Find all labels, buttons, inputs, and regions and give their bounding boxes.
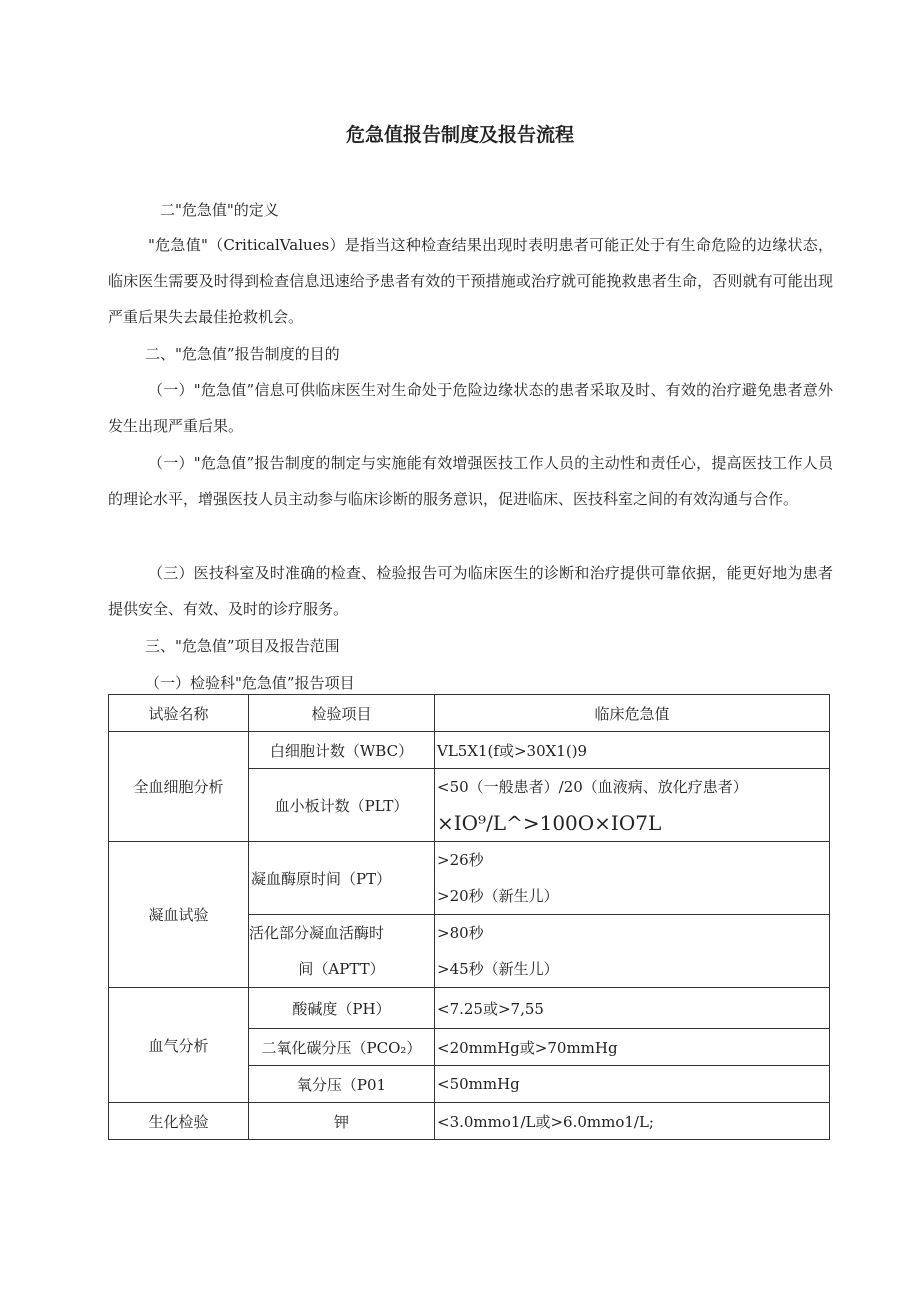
section1-heading: 二"危急值"的定义 [160,201,279,219]
value-plt-line-1: <50（一般患者）/20（血液病、放化疗患者） [437,778,748,796]
value-aptt [435,915,830,988]
table-row [109,732,830,769]
value-pco2: <20mmHg或>70mmHg [435,1029,830,1066]
value-aptt-line-1: >80秒 [437,924,484,942]
group-name-blood: 全血细胞分析 [109,732,249,842]
group-name-coag: 凝血试验 [109,842,249,988]
item-aptt-line-1: 活化部分凝血活酶时 [249,924,385,942]
item-aptt-line-2: 间（APTT） [298,960,385,978]
item-pt: 凝血酶原时间（PT） [249,842,435,915]
section3-heading: 三、"危急值”项目及报告范围 [145,637,340,655]
value-pt-line-2: >20秒（新生儿） [437,887,559,905]
value-wbc: VL5X1(f或>30X1()9 [435,732,830,769]
section2-paragraph-3: （三）医技科室及时准确的检查、检验报告可为临床医生的诊断和治疗提供可靠依据，能更好地为患者提供安全、有效、及时的诊疗服务。 [108,564,833,618]
value-pt [435,842,830,915]
item-ph: 酸碱度（PH） [249,988,435,1029]
value-aptt-line-2: >45秒（新生儿） [437,960,559,978]
section2-paragraph-1: （一）"危急值”信息可供临床医生对生命处于危险边缘状态的患者采取及时、有效的治疗避免患者意外发生出现严重后果。 [108,381,833,435]
item-plt: 血小板计数（PLT） [249,769,435,842]
item-potassium: 钾 [249,1103,435,1140]
value-ph: <7.25或>7,55 [435,988,830,1029]
table-row [109,1103,830,1140]
value-potassium: <3.0mmo1/L或>6.0mmo1/L; [435,1103,830,1140]
table-header-row [109,695,830,732]
section2-paragraph-2: （一）"危急值”报告制度的制定与实施能有效增强医技工作人员的主动性和责任心，提高医技工作人员的理论水平，增强医技人员主动参与临床诊断的服务意识，促进临床、医技科室之间的有效沟通与合作。 [108,454,833,508]
value-plt [435,769,830,842]
item-po2: 氧分压（P01 [249,1066,435,1103]
value-po2: <50mmHg [435,1066,830,1103]
header-test-name: 试验名称 [109,695,249,732]
value-pt-line-1: >26秒 [437,851,484,869]
group-name-gas: 血气分析 [109,988,249,1103]
item-pco2: 二氧化碳分压（PCO₂） [249,1029,435,1066]
document-title: 危急值报告制度及报告流程 [345,124,574,146]
section1-paragraph: "危急值"（CriticalValues）是指当这种检查结果出现时表明患者可能正处于有生命危险的边缘状态，临床医生需要及时得到检查信息迅速给予患者有效的干预措施或治疗就可能挽救患者生命，否则就有可能出现严重后果失去最佳抢救机会。 [108,236,833,326]
group-name-biochem: 生化检验 [109,1103,249,1140]
header-test-item: 检验项目 [249,695,435,732]
table-row [109,842,830,915]
section2-heading: 二、"危急值”报告制度的目的 [145,345,340,363]
header-critical-value: 临床危急值 [435,695,830,732]
table-caption: （一）检验科"危急值”报告项目 [145,674,355,692]
critical-values-table [108,694,830,1140]
value-plt-line-2: ×IO⁹/L^>100O×IO7L [437,811,662,835]
item-wbc: 白细胞计数（WBC） [249,732,435,769]
table-row [109,988,830,1029]
item-aptt [249,915,435,988]
